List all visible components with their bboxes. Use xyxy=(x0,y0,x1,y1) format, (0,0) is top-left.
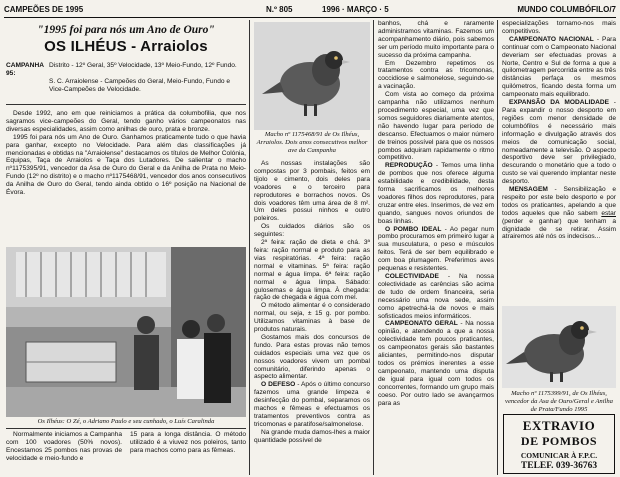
mensagem-underlined: estar xyxy=(601,209,616,217)
page-header xyxy=(4,3,616,18)
article-intro xyxy=(6,110,246,197)
pigeon-photo xyxy=(254,22,370,130)
campanha-label: CAMPANHA 95: xyxy=(6,62,44,77)
campeonato-geral-label: CAMPEONATO GERAL xyxy=(385,320,458,328)
mensagem-text-cont: (perder e ganhar) que tenham a dignidade de se retirar. Assim atrairemos até nós os indecisos... xyxy=(502,217,616,241)
paragraph: banhos, chá e raramente administramos vitaminas. Fazemos um acompanhamento diário, pois sabemos ser um período muito importante para o sucesso da próxima campanha. xyxy=(378,20,494,59)
method-paragraph-cont: 15 para a longa distância. O método utilizado é a viuvez nos poleiros, tanto para machos como para as fêmeas. xyxy=(130,431,246,454)
winner-pigeon-photo xyxy=(502,306,616,388)
lost-pigeons-ad xyxy=(503,414,615,474)
intro-paragraph: Desde 1992, ano em que reiniciamos a prática da columbofilia, que nos sagramos vice-campeões do Geral, tendo ganho vários campeonatos nas diversas especialidades, assim como anilhas de ouro, prata e bronze. xyxy=(6,110,246,133)
column-divider xyxy=(373,20,374,475)
campanha-club: S. C. Arraiolense - Campeões do Geral, Meio-Fundo, Fundo e Vice-Campeões de Velocidade. xyxy=(49,77,231,93)
column-4-text xyxy=(502,20,616,241)
paragraph: Os cuidados diários são os seguintes: xyxy=(254,223,370,239)
article-quote-title: "1995 foi para nós um Ano de Ouro" xyxy=(37,24,215,36)
campeonato-nacional-text: - Para continuar com o Campeonato Nacional deveriam ser efectuadas provas a Norte, Centro e Sul de forma a que a quilometragem percorrida entre as três distâncias perfaça os mesmos quilómetros, ficando desta forma um campeonato mais equilibrado. xyxy=(502,35,616,99)
expansao-label: EXPANSÃO DA MODALIDADE xyxy=(509,99,610,107)
column-2-text xyxy=(254,160,370,445)
campeonato-geral-text: - Na nossa opinião, e atendendo a que a nossa colectividade tem poucos praticantes, os campeonatos gerais são bastantes aliciantes, permitindo-nos disputar todos os prémios inerentes a esse campeonato, mantendo uma disputa de igual para igual com todos os concorrentes, formando um grupo mais coeso. Por outro lado se avançarmos para as xyxy=(378,320,494,407)
team-photo-image xyxy=(6,247,246,417)
pombo-ideal-label: O POMBO IDEAL xyxy=(385,225,442,233)
campeonato-nacional-label: CAMPEONATO NACIONAL xyxy=(509,35,594,43)
reproducao-text: - Temos uma linha de pombos que nos oferece alguma estabilidade e credibilidade, desta forma sacrificamos os melhores voadores filhos dos reprodutores, para cruzar entre eles. Inserimos, de vez em quando, sangues novos oriundos de boas linhas. xyxy=(378,162,494,225)
paragraph-pombo-ideal xyxy=(378,226,494,273)
column-divider xyxy=(497,20,498,475)
colectividade-text: - Na nossa colectividade as carências são acima de tudo de ordem financeira, seria necessário uma nova sede, assim como apetrechá-la de novos e mais sofisticados meios informáticos. xyxy=(378,273,494,320)
winner-pigeon-caption: Macho nº 1175399/91, de Os Ilhéus, vencedor da Asa de Ouro/Geral e Anilha de Prata/Fundo 1995 xyxy=(505,390,613,413)
section-divider xyxy=(6,104,246,105)
paragraph-campeonato-geral xyxy=(378,320,494,407)
colectividade-label: COLECTIVIDADE xyxy=(385,273,439,280)
column-3-text xyxy=(378,20,494,407)
paragraph: Com vista ao começo da próxima campanha não utilizamos nenhum procedimento especial, uma vez que somos seguidores diariamente atentos, não havendo lugar para período de descanso. Efectuamos o maior número de treinos possível para que os nossos pombos adquiram rapidamente o ritmo competitivo. xyxy=(378,91,494,162)
ad-line-3: COMUNICAR À F.P.C. xyxy=(520,451,598,460)
paragraph: As nossas instalações são compostas por 3 pombais, feitos em tijolo e cimento, dois deles para voadores e o terceiro para reprodutores e borrachos novos. Os dois voadores têm uma área de 8 m². Um deles possui ninhos e outro poleiros. xyxy=(254,160,370,223)
column-divider xyxy=(249,20,250,475)
campanha-block xyxy=(6,62,246,94)
winner-pigeon-image xyxy=(502,306,616,388)
paragraph-campeonato-nacional xyxy=(502,36,616,99)
bottom-right-text xyxy=(130,431,246,455)
paragraph-mensagem xyxy=(502,186,616,241)
paragraph-expansao xyxy=(502,99,616,186)
defeso-label: O DEFESO xyxy=(261,381,296,389)
bottom-left-text xyxy=(6,431,122,463)
issue-date: 1996 · MARÇO · 5 xyxy=(322,5,389,14)
defeso-text: - Após o último concurso fazemos uma grande limpeza e desinfecção do pombal, separamos os machos e fêmeas e efectuamos os tratamentos preventivos contra as tricomonas e paratifose/salmonelose. xyxy=(254,381,371,428)
ad-line-2: DE POMBOS xyxy=(520,434,598,448)
method-paragraph: Normalmente iniciamos a Campanha com 100 voadores (50% novos). Encestamos 25 pombos nas provas de velocidade e meio-fundo e xyxy=(6,431,122,462)
reproducao-label: REPRODUÇÃO xyxy=(385,162,433,170)
pombo-ideal-text: - Ao pegar num pombo procuramos em primeiro lugar a sua musculatura, o peso e músculos feitos. Terá de ser bem equilibrado e com boa plumagem. Preferimos aves pequenas e resistentes. xyxy=(378,225,495,273)
intro-paragraph: 1995 foi para nós um Ano de Ouro. Ganhamos praticamente tudo o que havia para ganhar, excepto no Velocidade. Para além das classificações já mencionadas e obtidas na "Arraiolense" destacamos os títulos de Melhor Colónia, Equipas, Taça de Arraiolos e Taça dos Lutadores. De salientar o macho nº1175395/91, vencedor da Asa de Ouro do Geral e da Anilha de Prata no Meio-Fundo (12º no distrito) e o macho nº1175468/91, vencedor dos anos consecutivos da Anilha de Ouro do Geral, tendo ainda obtido o 16º posição na Nacional de Évora. xyxy=(6,133,246,197)
paragraph: Na grande muda damos-lhes a maior quantidade possível de xyxy=(254,428,370,444)
article-main-title: OS ILHÉUS - Arraiolos xyxy=(44,38,208,55)
paragraph: O método alimentar é o considerado normal, ou seja, ± 15 g. por pombo. Utilizamos vitaminas à base de produtos naturais. xyxy=(254,302,370,334)
paragraph-colectividade xyxy=(378,273,494,320)
section-divider xyxy=(6,428,246,429)
publication-page: MUNDO COLUMBÓFILO/7 xyxy=(517,5,616,14)
ad-phone: TELEF. 039-36763 xyxy=(520,461,598,471)
paragraph: Em Dezembro repetimos os tratamentos contra as tricomonas, coccidiose e salmonelose, seguindo-se a vacinação. xyxy=(378,59,494,91)
expansao-text: - Para expandir o nosso desporto em regiões com menor densidade de columbófilos é necessário mais informação e divulgação através dos meios de comunicação social, nomeadamente a televisão. O aspecto desportivo deve ser privilegiado, descurando o monetário que a todo o custo se vai querendo implantar neste desporto. xyxy=(502,99,616,186)
ad-line-1: EXTRAVIO xyxy=(522,418,596,433)
pigeon-image xyxy=(254,22,370,130)
pigeon-photo-caption: Macho nº 1175468/91 de Os Ilhéus, Arraiolos. Dois anos consecutivos melhor ave da Campanha xyxy=(256,131,368,154)
section-title: CAMPEÕES DE 1995 xyxy=(4,5,84,14)
paragraph-defeso xyxy=(254,381,370,428)
campanha-district: Distrito - 12º Geral, 35º Velocidade, 13º Meio-Fundo, 12º Fundo. xyxy=(49,62,237,69)
paragraph: Gostamos mais dos concursos de fundo. Para estas provas não temos cuidados especiais uma vez que os nossos voadores vivem um pombal comunitário, diferindo apenas o aspecto alimentar. xyxy=(254,333,370,381)
team-photo xyxy=(6,247,246,417)
mensagem-label: MENSAGEM xyxy=(509,186,548,194)
paragraph: 2ª feira: ração de dieta e chá. 3ª feira: ração normal e produto para as vias respiratórias. 4ª feira: ração normal e vitaminas. 5ª feira: ração normal e água limpa. 6ª feira: ração normal e água limpa. Sábado: gulosemas e água limpa. À chegada: ração de chegada e água com mel. xyxy=(254,239,370,302)
issue-number: N.º 805 xyxy=(266,5,293,14)
paragraph-reproducao xyxy=(378,162,494,225)
paragraph: especializações tornamo-nos mais competitivos. xyxy=(502,20,616,35)
team-photo-caption: Os Ilhéus: O Zé, o Adriano Paulo e seu cunhado, o Luís Caralinda xyxy=(37,418,215,425)
mensagem-text: - Sensibilização e respeito por este belo desporto e por todos os praticantes, apelando a que todos aqueles que não sabem xyxy=(502,186,616,217)
